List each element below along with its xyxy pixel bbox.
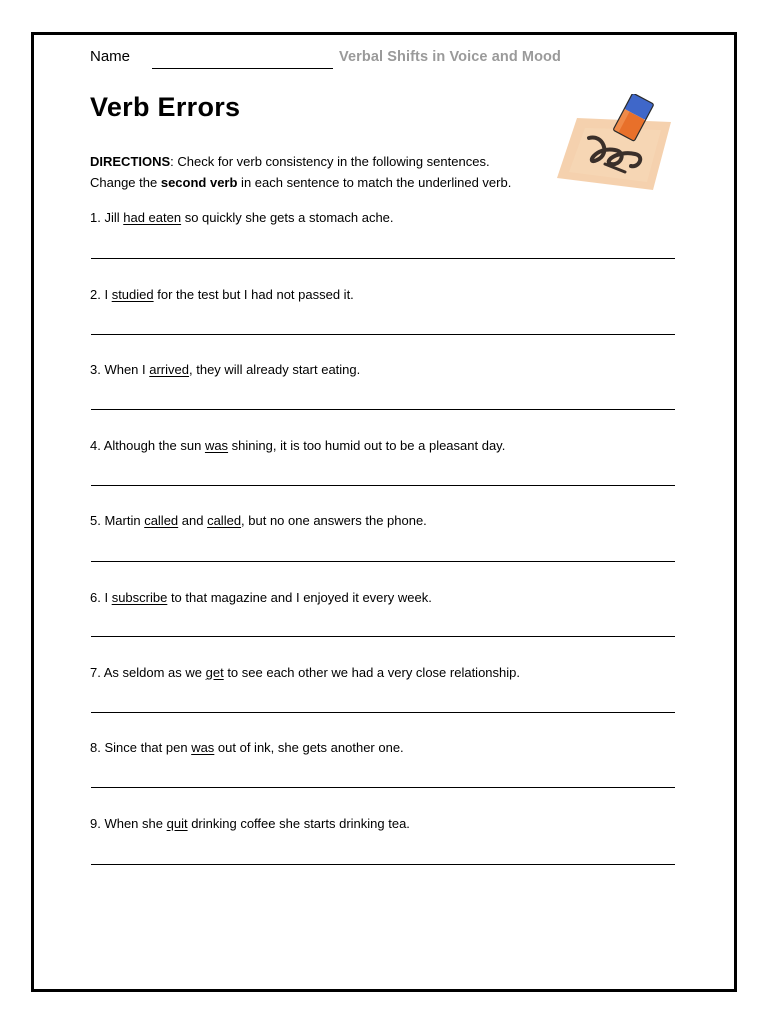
answer-line-9[interactable] xyxy=(91,864,675,865)
answer-line-4[interactable] xyxy=(91,485,675,486)
question-number-text: 9. When she xyxy=(90,816,167,831)
question-text: out of ink, she gets another one. xyxy=(214,740,404,755)
question-text: to see each other we had a very close relationship. xyxy=(223,665,520,680)
question-9 xyxy=(90,816,410,831)
underlined-verb: subscribe xyxy=(111,590,168,605)
question-text: and xyxy=(178,513,208,528)
question-number-text: 2. I xyxy=(90,287,112,302)
underlined-verb-2: called xyxy=(207,513,242,528)
name-label: Name xyxy=(90,48,131,65)
question-text: for the test but I had not passed it. xyxy=(153,287,354,302)
question-5 xyxy=(90,513,427,528)
eraser-icon xyxy=(555,94,673,190)
answer-line-6[interactable] xyxy=(91,636,675,637)
question-text: so quickly she gets a stomach ache. xyxy=(181,210,394,225)
answer-line-8[interactable] xyxy=(91,787,675,788)
answer-line-7[interactable] xyxy=(91,712,675,713)
question-number-text: 6. I xyxy=(90,590,112,605)
name-blank-line[interactable] xyxy=(152,68,333,69)
question-text: , they will already start eating. xyxy=(189,362,361,377)
question-6 xyxy=(90,590,432,605)
page-title: Verb Errors xyxy=(90,92,241,122)
answer-line-5[interactable] xyxy=(91,561,675,562)
underlined-verb: quit xyxy=(166,816,188,831)
directions xyxy=(90,152,560,193)
question-number-text: 8. Since that pen xyxy=(90,740,192,755)
underlined-verb: get xyxy=(205,665,224,680)
question-text: drinking coffee she starts drinking tea. xyxy=(187,816,410,831)
answer-line-1[interactable] xyxy=(91,258,675,259)
question-3 xyxy=(90,362,360,377)
directions-line2-bold: second verb xyxy=(160,174,238,190)
underlined-verb: was xyxy=(204,438,229,453)
question-7 xyxy=(90,665,520,680)
header-subtitle: Verbal Shifts in Voice and Mood xyxy=(339,49,561,65)
answer-line-3[interactable] xyxy=(91,409,675,410)
directions-label: DIRECTIONS xyxy=(90,154,171,169)
directions-line2-post: in each sentence to match the underlined verb. xyxy=(237,174,512,190)
question-1 xyxy=(90,210,394,225)
question-number-text: 7. As seldom as we xyxy=(90,665,206,680)
underlined-verb: had eaten xyxy=(123,210,182,225)
question-2 xyxy=(90,287,354,302)
underlined-verb: arrived xyxy=(149,362,189,377)
question-text: shining, it is too humid out to be a pleasant day. xyxy=(228,438,506,453)
question-4 xyxy=(90,438,505,453)
underlined-verb: called xyxy=(144,513,179,528)
question-number-text: 3. When I xyxy=(90,362,150,377)
question-8 xyxy=(90,740,404,755)
directions-line1: : Check for verb consistency in the following sentences. xyxy=(170,154,490,169)
question-number-text: 1. Jill xyxy=(90,210,124,225)
answer-line-2[interactable] xyxy=(91,334,675,335)
question-number-text: 4. Although the sun xyxy=(90,438,205,453)
directions-line2-pre: Change the xyxy=(90,174,161,190)
question-text-end: , but no one answers the phone. xyxy=(241,513,427,528)
underlined-verb: was xyxy=(191,740,215,755)
question-text: to that magazine and I enjoyed it every week. xyxy=(167,590,432,605)
underlined-verb: studied xyxy=(111,287,154,302)
question-number-text: 5. Martin xyxy=(90,513,145,528)
